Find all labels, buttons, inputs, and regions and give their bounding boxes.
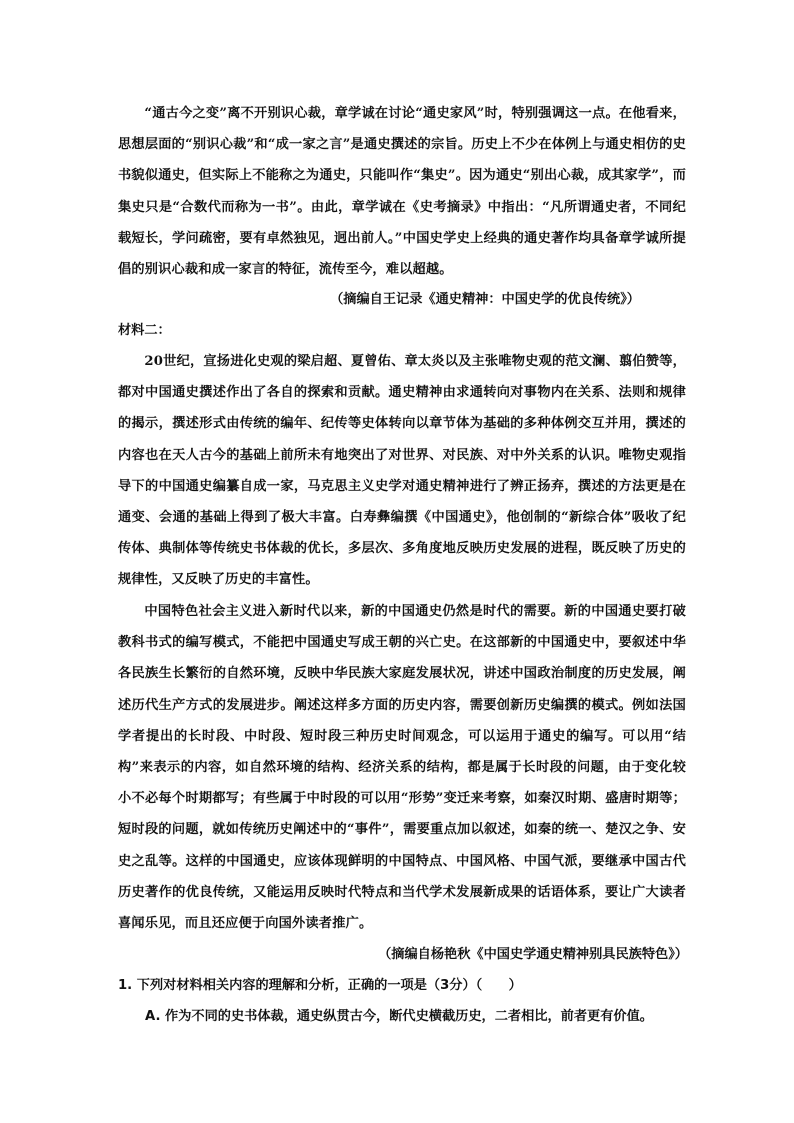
material2-paragraph2: 中国特色社会主义进入新时代以来，新的中国通史仍然是时代的需要。新的中国通史要打破教科书式的编写模式，不能把中国通史写成王朝的兴亡史。在这部新的中国通史中，要叙述中华各民族生长繁衍的自然环境，反映中华民族大家庭发展状况，讲述中国政治制度的历史发展，阐述历代生产方式的发展进步。阐述这样多方面的历史内容，需要创新历史编撰的模式。例如法国学者提出的长时段、中时段、短时段三种历史时间观念，可以运用于通史的编写。可以用“结构”来表示的内容，如自然环境的结构、经济关系的结构，都是属于长时段的问题，由于变化较小不必每个时期都写；有些属于中时段的可以用“形势”变迁来考察，如秦汉时期、盛唐时期等；短时段的问题，就如传统历史阐述中的“事件”，需要重点加以叙述，如秦的统一、楚汉之争、安史之乱等。这样的中国通史，应该体现鲜明的中国特点、中国风格、中国气派，要继承中国古代历史著作的优良传统，又能运用反映时代特点和当代学术发展新成果的话语体系，要让广大读者喜闻乐见，而且还应便于向国外读者推广。 — [118, 604, 686, 932]
material1-source: （摘编自王记录《通史精神：中国史学的优良传统》） — [330, 292, 640, 307]
question1-option-a: A. 作为不同的史书体裁，通史纵贯古今，断代史横截历史，二者相比，前者更有价值。 — [145, 1009, 653, 1024]
question1-stem: 1. 下列对材料相关内容的理解和分析，正确的一项是（3分）（ ） — [118, 978, 522, 993]
material2-label: 材料二： — [118, 323, 171, 338]
material2-paragraph1: 20世纪，宣扬进化史观的梁启超、夏曾佑、章太炎以及主张唯物史观的范文澜、翦伯赞等，都对中国通史撰述作出了各自的探索和贡献。通史精神由求通转向对事物内在关系、法则和规律的揭示，撰述形式由传统的编年、纪传等史体转向以章节体为基础的多种体例交互并用，撰述的内容也在天人古今的基础上前所未有地突出了对世界、对民族、对中外关系的认识。唯物史观指导下的中国通史编纂自成一家，马克思主义史学对通史精神进行了辨正扬弃，撰述的方法更是在通变、会通的基础上得到了极大丰富。白寿彝编撰《中国通史》，他创制的“新综合体”吸收了纪传体、典制体等传统史书体裁的优长，多层次、多角度地反映历史发展的进程，既反映了历史的规律性，又反映了历史的丰富性。 — [118, 354, 686, 588]
material2-source: （摘编自杨艳秋《中国史学通史精神别具民族特色》） — [378, 947, 688, 962]
material1-paragraph: “通古今之变”离不开别识心裁，章学诚在讨论“通史家风”时，特别强调这一点。在他看来，思想层面的“别识心裁”和“成一家之言”是通史撰述的宗旨。历史上不少在体例上与通史相仿的史书貌似通史，但实际上不能称之为通史，只能叫作“集史”。因为通史“别出心裁，成其家学”，而集史只是“合数代而称为一书”。由此，章学诚在《史考摘录》中指出：“凡所谓通史者，不同纪载短长，学问疏密，要有卓然独见，迥出前人。”中国史学史上经典的通史著作均具备章学诚所提倡的别识心裁和成一家言的特征，流传至今，难以超越。 — [118, 106, 686, 278]
